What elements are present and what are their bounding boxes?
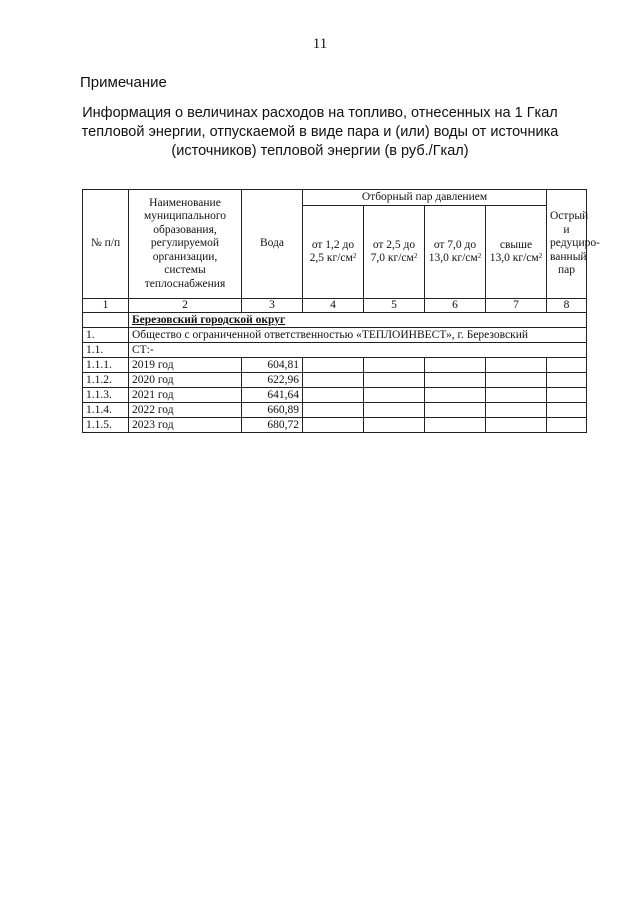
organization-row: [83, 328, 587, 343]
column-number-row: [83, 299, 587, 313]
table-row: [83, 388, 587, 403]
header-steam-2: от 2,5 до 7,0 $кг/см^2$: [364, 206, 425, 299]
fuel-cost-table: [82, 189, 600, 433]
header-steam-4: свыше 13,0 $кг/см^2$: [486, 206, 547, 299]
col-num: 5: [364, 299, 425, 313]
row-num: 1.1.3.: [83, 388, 129, 403]
col-num: 6: [425, 299, 486, 313]
table-row: [83, 358, 587, 373]
row-water-value: 641,64: [242, 388, 303, 403]
header-steam-3: от 7,0 до 13,0 $кг/см^2$: [425, 206, 486, 299]
row-num: 1.1.2.: [83, 373, 129, 388]
region-empty-cell: [83, 313, 129, 328]
header-sharp-steam: Острый и редуциро-ванный пар: [547, 190, 587, 299]
row-water-value: 604,81: [242, 358, 303, 373]
header-row-1: [83, 190, 587, 206]
row-year: 2019 год: [129, 358, 242, 373]
col-num: 1: [83, 299, 129, 313]
row-year: 2023 год: [129, 418, 242, 433]
row-num: 1.1.5.: [83, 418, 129, 433]
system-row: [83, 343, 587, 358]
org-num: 1.: [83, 328, 129, 343]
col-num: 4: [303, 299, 364, 313]
page-number: 11: [312, 36, 328, 52]
row-water-value: 622,96: [242, 373, 303, 388]
row-year: 2021 год: [129, 388, 242, 403]
region-name: Березовский городской округ: [129, 313, 587, 328]
header-steam-group: Отборный пар давлением: [303, 190, 547, 206]
system-num: 1.1.: [83, 343, 129, 358]
header-water: Вода: [242, 190, 303, 299]
table-row: [83, 403, 587, 418]
col-num: 8: [547, 299, 587, 313]
table-row: [83, 418, 587, 433]
region-row: [83, 313, 587, 328]
header-steam-1: от 1,2 до 2,5 $кг/см^2$: [303, 206, 364, 299]
document-title: Информация о величинах расходов на топливо, отнесенных на 1 Гкал тепловой энергии, отпускаемой в виде пара и (или) воды от источника (источников) тепловой энергии (в руб./Гкал): [81, 105, 559, 159]
note-heading: Примечание: [80, 74, 167, 91]
system-name: СТ:-: [129, 343, 587, 358]
row-water-value: 680,72: [242, 418, 303, 433]
org-name: Общество с ограниченной ответственностью «ТЕПЛОИНВЕСТ», г. Березовский: [129, 328, 587, 343]
table-row: [83, 373, 587, 388]
header-num: № п/п: [83, 190, 129, 299]
row-year: 2020 год: [129, 373, 242, 388]
row-num: 1.1.4.: [83, 403, 129, 418]
row-year: 2022 год: [129, 403, 242, 418]
col-num: 2: [129, 299, 242, 313]
col-num: 7: [486, 299, 547, 313]
header-name: Наименование муниципального образования, регулируемой организации, системы теплоснабжения: [129, 190, 242, 299]
col-num: 3: [242, 299, 303, 313]
row-num: 1.1.1.: [83, 358, 129, 373]
row-water-value: 660,89: [242, 403, 303, 418]
